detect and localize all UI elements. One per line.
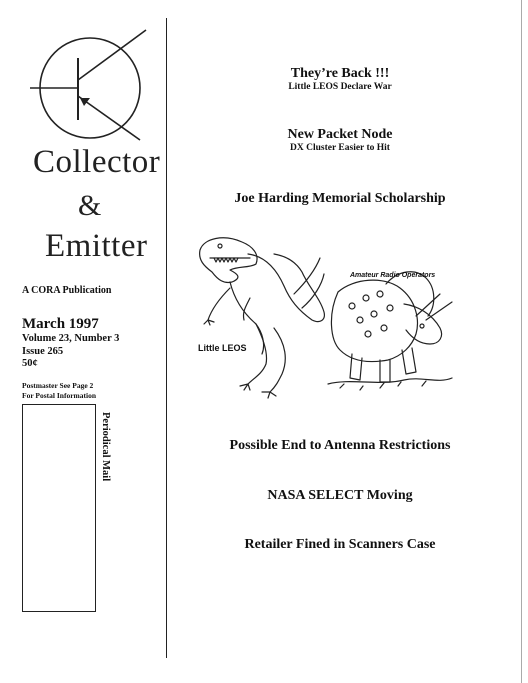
periodical-mail-label: Periodical Mail: [100, 412, 111, 482]
publication-line: A CORA Publication: [22, 285, 112, 296]
masthead-emitter: Emitter: [45, 228, 148, 264]
headline-5-title: NASA SELECT Moving: [267, 488, 413, 503]
dinosaur-illustration: [190, 228, 460, 404]
headline-2-title: New Packet Node: [287, 127, 393, 142]
issue-number: Issue 265: [22, 346, 64, 357]
masthead-collector: Collector: [33, 144, 161, 180]
headline-1-subtitle: Little LEOS Declare War: [288, 82, 392, 92]
transistor-logo-icon: [28, 28, 154, 144]
postmaster-note-2: For Postal Information: [22, 391, 97, 400]
page-edge: [521, 0, 522, 683]
price: 50¢: [22, 358, 38, 369]
postmaster-note: Postmaster See Page 2: [22, 381, 94, 390]
headline-6-title: Retailer Fined in Scanners Case: [244, 537, 436, 552]
little-leos-label: Little LEOS: [198, 343, 247, 353]
headline-2-subtitle: DX Cluster Easier to Hit: [290, 143, 390, 153]
issue-date: March 1997: [22, 316, 99, 332]
amateur-radio-operators-label: Amateur Radio Operators: [350, 272, 436, 279]
masthead-ampersand: &: [78, 189, 102, 222]
column-divider: [166, 18, 167, 658]
headline-3-title: Joe Harding Memorial Scholarship: [234, 191, 446, 206]
mailing-label-box: [22, 404, 96, 612]
headline-4-title: Possible End to Antenna Restrictions: [229, 438, 451, 453]
headline-1-title: They’re Back !!!: [290, 66, 390, 81]
dinosaur-drawing-icon: [190, 228, 460, 404]
volume-number: Volume 23, Number 3: [22, 333, 120, 344]
